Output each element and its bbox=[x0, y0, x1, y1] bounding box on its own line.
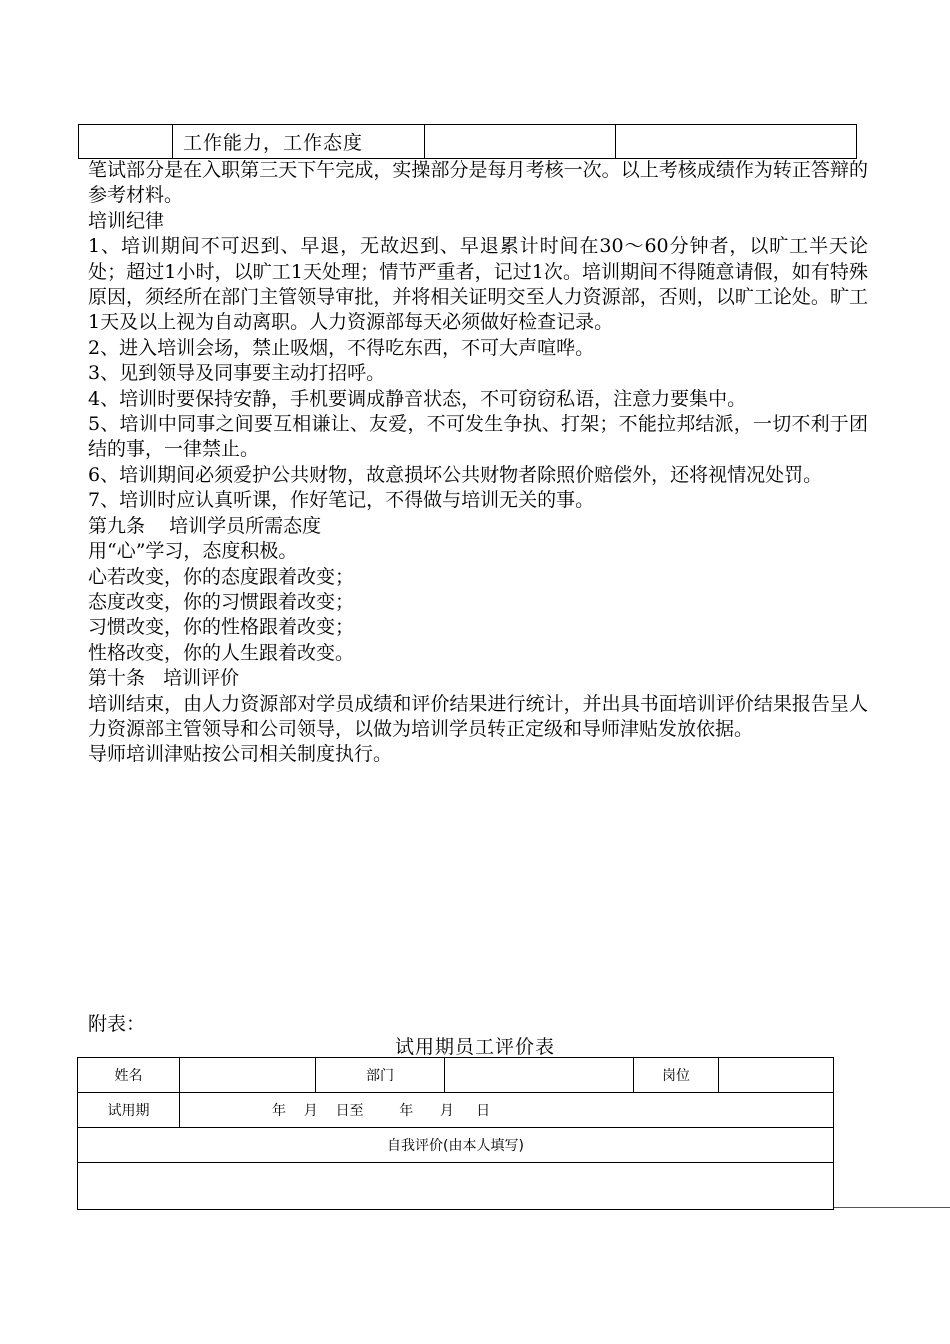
paragraph: 1、培训期间不可迟到、早退，无故迟到、早退累计时间在30～60分钟者，以旷工半天论处；超过1小时，以旷工1天处理；情节严重者，记过1次。培训期间不得随意请假，如有特殊原因，须经所在部门主管领导审批，并将相关证明交至人力资源部，否则，以旷工论处。旷工1天及以上视为自动离职。人力资源部每天必须做好检查记录。 bbox=[88, 235, 868, 334]
name-field[interactable] bbox=[180, 1058, 316, 1093]
top-table bbox=[78, 124, 857, 159]
form-title: 试用期员工评价表 bbox=[394, 1036, 555, 1058]
paragraph: 6、培训期间必须爱护公共财物，故意损坏公共财物者除照价赔偿外，还将视情况处罚。 bbox=[88, 463, 823, 486]
paragraph: 培训结束，由人力资源部对学员成绩和评价结果进行统计，并出具书面培训评价结果报告呈人力资源部主管领导和公司领导，以做为培训学员转正定级和导师津贴发放依据。 bbox=[88, 692, 868, 740]
self-eval-field[interactable] bbox=[78, 1163, 834, 1210]
body-text bbox=[88, 158, 868, 768]
table-row bbox=[78, 1058, 834, 1093]
post-label: 岗位 bbox=[634, 1058, 719, 1093]
paragraph: 态度改变，你的习惯跟着改变； bbox=[88, 590, 355, 613]
paragraph: 导师培训津贴按公司相关制度执行。 bbox=[88, 743, 393, 766]
dept-label: 部门 bbox=[316, 1058, 445, 1093]
table-row bbox=[78, 1163, 834, 1210]
period-label: 试用期 bbox=[78, 1093, 180, 1128]
paragraph: 4、培训时要保持安静，手机要调成静音状态，不可窃窃私语，注意力要集中。 bbox=[88, 387, 747, 410]
paragraph: 2、进入培训会场，禁止吸烟，不得吃东西，不可大声喧哗。 bbox=[88, 336, 595, 359]
dept-field[interactable] bbox=[445, 1058, 634, 1093]
table-row bbox=[78, 1093, 834, 1128]
table-cell bbox=[616, 125, 857, 159]
table-cell bbox=[425, 125, 616, 159]
divider bbox=[834, 1207, 950, 1208]
paragraph: 7、培训时应认真听课，作好笔记，不得做与培训无关的事。 bbox=[88, 489, 595, 512]
name-label: 姓名 bbox=[78, 1058, 180, 1093]
post-field[interactable] bbox=[719, 1058, 834, 1093]
self-eval-label: 自我评价(由本人填写) bbox=[78, 1128, 834, 1163]
table-cell: 工作能力，工作态度 bbox=[173, 125, 425, 159]
paragraph: 3、见到领导及同事要主动打招呼。 bbox=[88, 362, 386, 385]
paragraph: 用“心”学习，态度积极。 bbox=[88, 540, 298, 563]
appendix-label: 附表： bbox=[88, 1013, 146, 1035]
paragraph: 性格改变，你的人生跟着改变。 bbox=[88, 641, 355, 664]
section-heading: 第九条 培训学员所需态度 bbox=[88, 514, 322, 537]
period-field[interactable]: 年 月 日至 年 月 日 bbox=[180, 1093, 834, 1128]
paragraph: 心若改变，你的态度跟着改变； bbox=[88, 565, 355, 588]
table-cell bbox=[79, 125, 173, 159]
table-row bbox=[79, 125, 857, 159]
evaluation-form bbox=[77, 1057, 834, 1210]
paragraph: 5、培训中同事之间要互相谦让、友爱，不可发生争执、打架；不能拉邦结派，一切不利于团结的事，一律禁止。 bbox=[88, 413, 868, 461]
table-row bbox=[78, 1128, 834, 1163]
section-heading: 培训纪律 bbox=[88, 209, 165, 232]
paragraph: 习惯改变，你的性格跟着改变； bbox=[88, 616, 355, 639]
paragraph: 笔试部分是在入职第三天下午完成，实操部分是每月考核一次。以上考核成绩作为转正答辩的参考材料。 bbox=[88, 159, 868, 207]
section-heading: 第十条 培训评价 bbox=[88, 667, 240, 690]
